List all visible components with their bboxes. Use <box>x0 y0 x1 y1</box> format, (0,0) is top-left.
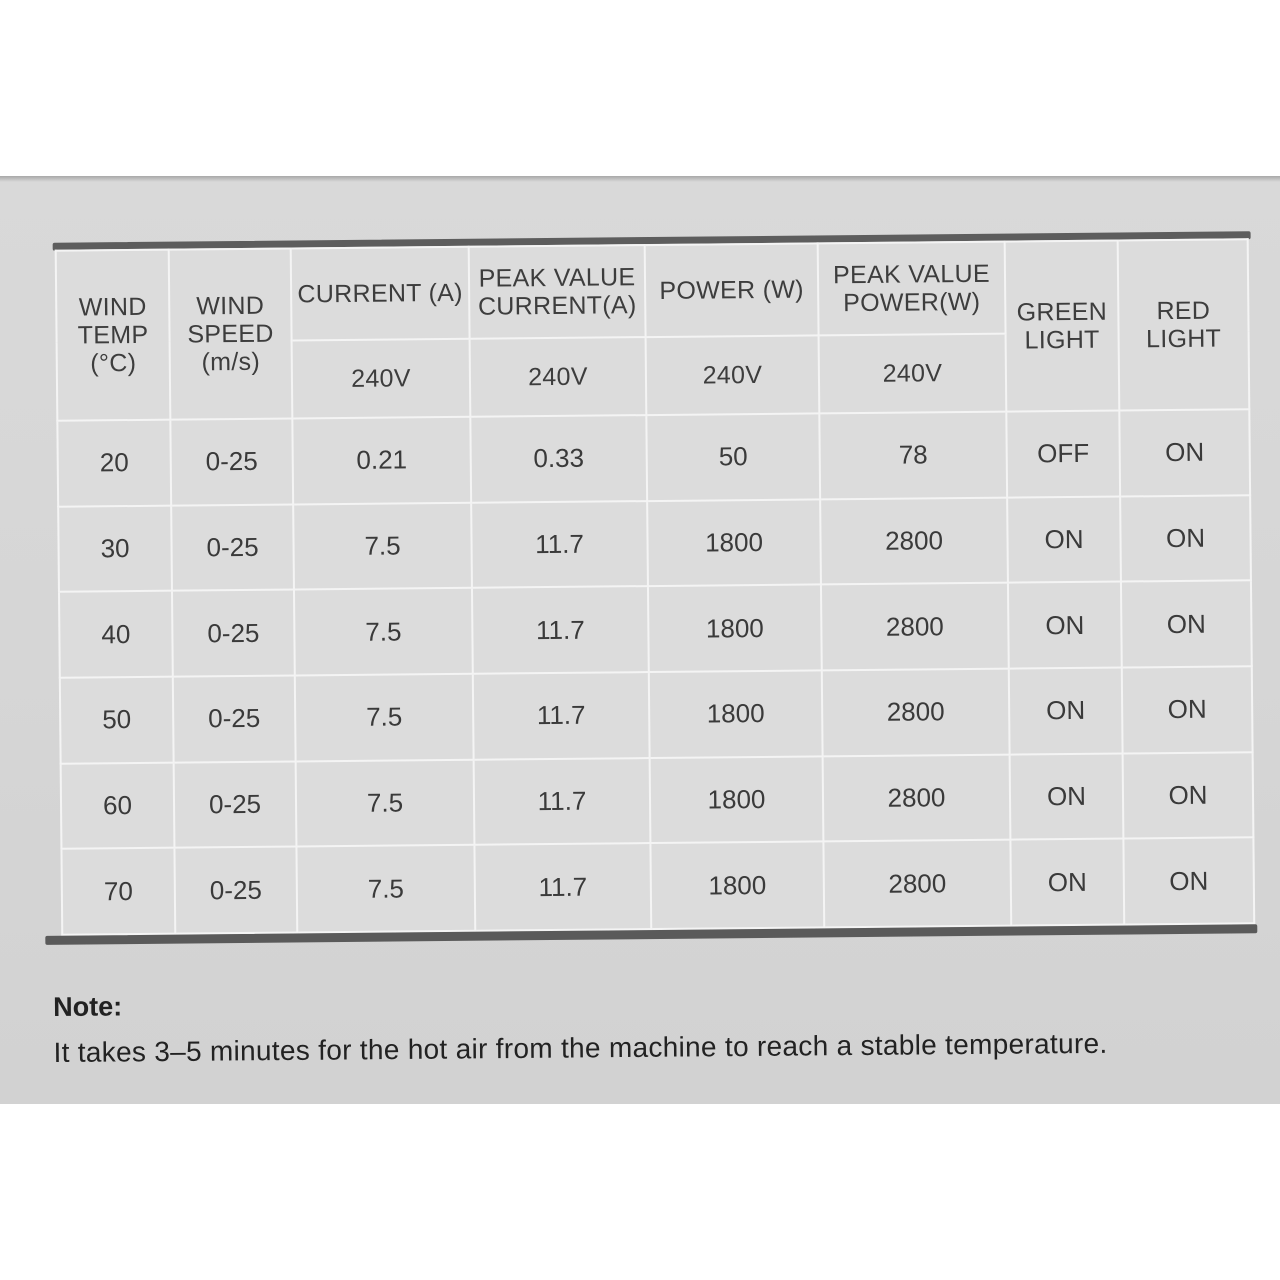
cell-wind-speed: 0-25 <box>173 675 296 762</box>
cell-power: 1800 <box>650 842 824 929</box>
voltage-label-current: 240V <box>292 339 471 419</box>
header-green-light: GREEN LIGHT <box>1005 241 1120 412</box>
page-edge-shadow <box>0 176 1280 182</box>
table-row <box>59 581 1252 678</box>
voltage-label-peak-current: 240V <box>470 337 647 417</box>
header-red-light: RED LIGHT <box>1118 239 1250 410</box>
spec-table-frame <box>55 234 1257 945</box>
cell-wind-speed: 0-25 <box>171 504 294 591</box>
cell-current: 7.5 <box>293 502 472 589</box>
cell-current: 7.5 <box>296 845 475 932</box>
cell-peak-current: 0.33 <box>470 415 647 502</box>
cell-wind-temp: 50 <box>60 677 174 764</box>
cell-power: 1800 <box>647 499 821 586</box>
cell-green-light: ON <box>1007 496 1121 583</box>
cell-peak-power: 2800 <box>823 754 1011 841</box>
note-block <box>53 981 1264 1069</box>
header-wind-temp: WIND TEMP (°C) <box>56 250 171 421</box>
header-current: CURRENT (A) <box>291 247 470 341</box>
cell-wind-speed: 0-25 <box>170 418 293 505</box>
spec-table <box>55 238 1256 935</box>
cell-power: 50 <box>646 413 820 500</box>
table-row <box>60 666 1253 763</box>
cell-red-light: ON <box>1120 495 1251 582</box>
header-peak-current: PEAK VALUE CURRENT(A) <box>469 245 646 339</box>
cell-wind-speed: 0-25 <box>172 590 295 677</box>
cell-green-light: ON <box>1009 667 1123 754</box>
header-peak-power: PEAK VALUE POWER(W) <box>818 242 1006 336</box>
cell-red-light: ON <box>1123 838 1254 925</box>
table-row <box>61 838 1254 935</box>
cell-red-light: ON <box>1119 409 1250 496</box>
cell-peak-current: 11.7 <box>474 758 651 845</box>
table-row <box>61 752 1254 849</box>
cell-current: 7.5 <box>296 759 475 846</box>
cell-power: 1800 <box>649 670 823 757</box>
cell-peak-current: 11.7 <box>473 672 650 759</box>
cell-peak-power: 2800 <box>820 497 1008 584</box>
table-row <box>58 495 1251 592</box>
cell-wind-temp: 30 <box>58 505 172 592</box>
cell-wind-speed: 0-25 <box>174 847 297 934</box>
cell-peak-power: 2800 <box>822 669 1010 756</box>
header-power: POWER (W) <box>645 243 819 337</box>
cell-wind-temp: 40 <box>59 591 173 678</box>
cell-power: 1800 <box>648 585 822 672</box>
cell-green-light: ON <box>1010 839 1124 926</box>
cell-peak-power: 2800 <box>821 583 1009 670</box>
cell-peak-power: 78 <box>819 412 1007 499</box>
cell-red-light: ON <box>1122 666 1253 753</box>
cell-wind-temp: 20 <box>57 420 171 507</box>
cell-peak-current: 11.7 <box>472 586 649 673</box>
cell-wind-temp: 60 <box>61 762 175 849</box>
table-row <box>57 409 1250 506</box>
cell-current: 7.5 <box>294 588 473 675</box>
cell-red-light: ON <box>1121 581 1252 668</box>
cell-current: 0.21 <box>292 417 471 504</box>
cell-green-light: ON <box>1010 753 1124 840</box>
cell-green-light: OFF <box>1006 411 1120 498</box>
note-body: It takes 3–5 minutes for the hot air from the machine to reach a stable temperature. <box>53 1027 1108 1068</box>
cell-current: 7.5 <box>295 674 474 761</box>
header-wind-speed: WIND SPEED (m/s) <box>169 248 293 419</box>
voltage-label-peak-power: 240V <box>819 334 1007 414</box>
cell-green-light: ON <box>1008 582 1122 669</box>
cell-power: 1800 <box>650 756 824 843</box>
cell-wind-speed: 0-25 <box>174 761 297 848</box>
cell-peak-current: 11.7 <box>474 843 651 930</box>
cell-red-light: ON <box>1123 752 1254 839</box>
voltage-label-power: 240V <box>646 335 820 415</box>
note-title: Note: <box>53 991 123 1022</box>
cell-wind-temp: 70 <box>61 848 175 935</box>
cell-peak-current: 11.7 <box>471 501 648 588</box>
cell-peak-power: 2800 <box>823 840 1011 928</box>
